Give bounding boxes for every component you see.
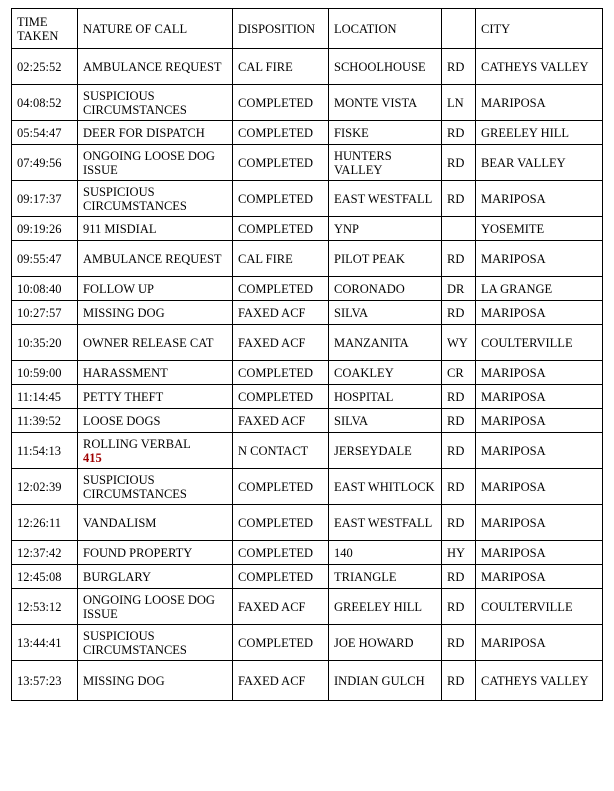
cell-suffix-text: RD bbox=[447, 516, 465, 530]
cell-disposition bbox=[233, 433, 329, 469]
cell-suffix-text: RD bbox=[447, 414, 465, 428]
cell-nature-text: MISSING DOG bbox=[83, 674, 165, 688]
cell-location-text: EAST WESTFALL bbox=[334, 192, 433, 206]
cell-suffix bbox=[442, 217, 476, 241]
cell-suffix bbox=[442, 625, 476, 661]
cell-nature bbox=[78, 301, 233, 325]
cell-city-text: COULTERVILLE bbox=[481, 336, 573, 350]
cell-disposition bbox=[233, 85, 329, 121]
cell-disposition bbox=[233, 121, 329, 145]
cell-disposition-text: N CONTACT bbox=[238, 444, 309, 458]
cell-time-text: 12:53:12 bbox=[17, 600, 62, 614]
header-location: LOCATION bbox=[329, 9, 442, 49]
table-row bbox=[12, 589, 603, 625]
cell-disposition bbox=[233, 409, 329, 433]
cell-nature bbox=[78, 565, 233, 589]
cell-time-text: 13:57:23 bbox=[17, 674, 62, 688]
cell-location-text: SCHOOLHOUSE bbox=[334, 60, 426, 74]
cell-suffix-text: LN bbox=[447, 96, 464, 110]
cell-location bbox=[329, 145, 442, 181]
cell-time bbox=[12, 145, 78, 181]
cell-city bbox=[476, 505, 603, 541]
table-row bbox=[12, 433, 603, 469]
cell-city-text: LA GRANGE bbox=[481, 282, 553, 296]
cell-city-text: GREELEY HILL bbox=[481, 126, 570, 140]
penal-code-label: 415 bbox=[83, 451, 102, 465]
cell-suffix bbox=[442, 469, 476, 505]
cell-disposition bbox=[233, 565, 329, 589]
cell-time-text: 02:25:52 bbox=[17, 60, 62, 74]
cell-disposition bbox=[233, 145, 329, 181]
header-city: CITY bbox=[476, 9, 603, 49]
cell-city bbox=[476, 217, 603, 241]
cell-time-text: 10:27:57 bbox=[17, 306, 62, 320]
cell-disposition bbox=[233, 541, 329, 565]
cell-disposition bbox=[233, 661, 329, 701]
cell-suffix-text: RD bbox=[447, 60, 465, 74]
table-row bbox=[12, 361, 603, 385]
cell-suffix-text: RD bbox=[447, 192, 465, 206]
cell-suffix-text: RD bbox=[447, 126, 465, 140]
cell-time bbox=[12, 505, 78, 541]
cell-time bbox=[12, 217, 78, 241]
cell-suffix-text: WY bbox=[447, 336, 468, 350]
cell-city-text: MARIPOSA bbox=[481, 444, 546, 458]
cell-city bbox=[476, 385, 603, 409]
table-row bbox=[12, 241, 603, 277]
cell-disposition bbox=[233, 325, 329, 361]
cell-time bbox=[12, 181, 78, 217]
cell-city-text: MARIPOSA bbox=[481, 306, 546, 320]
table-row bbox=[12, 301, 603, 325]
cell-disposition-text: FAXED ACF bbox=[238, 414, 306, 428]
cell-disposition bbox=[233, 301, 329, 325]
cell-nature-text: AMBULANCE REQUEST bbox=[83, 252, 222, 266]
cell-location-text: JERSEYDALE bbox=[334, 444, 412, 458]
cell-location bbox=[329, 661, 442, 701]
cell-location-text: 140 bbox=[334, 546, 353, 560]
cell-location-text: FISKE bbox=[334, 126, 369, 140]
header-disposition: DISPOSITION bbox=[233, 9, 329, 49]
cell-disposition-text: COMPLETED bbox=[238, 192, 313, 206]
table-row bbox=[12, 145, 603, 181]
cell-city bbox=[476, 361, 603, 385]
cell-suffix bbox=[442, 541, 476, 565]
cell-suffix-text: DR bbox=[447, 282, 465, 296]
cell-city-text: BEAR VALLEY bbox=[481, 156, 566, 170]
cell-city-text: MARIPOSA bbox=[481, 546, 546, 560]
cell-nature-text: OWNER RELEASE CAT bbox=[83, 336, 214, 350]
cell-suffix-text: RD bbox=[447, 252, 465, 266]
cell-city bbox=[476, 541, 603, 565]
cell-time-text: 12:45:08 bbox=[17, 570, 62, 584]
cell-suffix-text: RD bbox=[447, 600, 465, 614]
cell-nature bbox=[78, 277, 233, 301]
table-row bbox=[12, 469, 603, 505]
cell-location-text: GREELEY HILL bbox=[334, 600, 423, 614]
cell-location bbox=[329, 49, 442, 85]
cell-time bbox=[12, 301, 78, 325]
cell-suffix bbox=[442, 85, 476, 121]
cell-city-text: CATHEYS VALLEY bbox=[481, 60, 589, 74]
cell-location bbox=[329, 505, 442, 541]
cell-city bbox=[476, 565, 603, 589]
cell-city bbox=[476, 85, 603, 121]
cell-disposition bbox=[233, 625, 329, 661]
cell-suffix-text: RD bbox=[447, 480, 465, 494]
cell-suffix bbox=[442, 589, 476, 625]
cell-suffix bbox=[442, 301, 476, 325]
cell-location bbox=[329, 625, 442, 661]
cell-location bbox=[329, 385, 442, 409]
cell-disposition-text: FAXED ACF bbox=[238, 336, 306, 350]
cell-city-text: YOSEMITE bbox=[481, 222, 545, 236]
table-row bbox=[12, 541, 603, 565]
cell-nature bbox=[78, 325, 233, 361]
cell-location-text: HOSPITAL bbox=[334, 390, 394, 404]
cell-suffix bbox=[442, 409, 476, 433]
cell-disposition-text: FAXED ACF bbox=[238, 306, 306, 320]
table-row bbox=[12, 121, 603, 145]
cell-nature-text: MISSING DOG bbox=[83, 306, 165, 320]
cell-location bbox=[329, 565, 442, 589]
cell-time-text: 11:39:52 bbox=[17, 414, 61, 428]
cell-city-text: MARIPOSA bbox=[481, 480, 546, 494]
cell-disposition-text: COMPLETED bbox=[238, 96, 313, 110]
cell-city bbox=[476, 181, 603, 217]
cell-suffix bbox=[442, 241, 476, 277]
cell-city bbox=[476, 433, 603, 469]
cell-disposition-text: COMPLETED bbox=[238, 390, 313, 404]
cell-time bbox=[12, 661, 78, 701]
cell-nature-text: PETTY THEFT bbox=[83, 390, 164, 404]
cell-nature bbox=[78, 433, 233, 469]
cell-nature bbox=[78, 121, 233, 145]
cell-city bbox=[476, 277, 603, 301]
cell-disposition-text: COMPLETED bbox=[238, 366, 313, 380]
cell-nature bbox=[78, 217, 233, 241]
cell-city bbox=[476, 301, 603, 325]
cell-nature bbox=[78, 469, 233, 505]
cell-city-text: CATHEYS VALLEY bbox=[481, 674, 589, 688]
cell-nature bbox=[78, 505, 233, 541]
cell-location bbox=[329, 541, 442, 565]
cell-nature bbox=[78, 385, 233, 409]
cell-disposition bbox=[233, 241, 329, 277]
cell-disposition-text: COMPLETED bbox=[238, 222, 313, 236]
cell-location bbox=[329, 181, 442, 217]
cell-nature-text: 911 MISDIAL bbox=[83, 222, 157, 236]
cell-city bbox=[476, 49, 603, 85]
table-row bbox=[12, 217, 603, 241]
cell-time bbox=[12, 277, 78, 301]
cell-disposition-text: COMPLETED bbox=[238, 546, 313, 560]
table-row bbox=[12, 565, 603, 589]
cell-suffix bbox=[442, 385, 476, 409]
cell-nature bbox=[78, 541, 233, 565]
header-row bbox=[12, 9, 603, 49]
cell-nature-text: ONGOING LOOSE DOG ISSUE bbox=[83, 593, 215, 621]
cell-city-text: MARIPOSA bbox=[481, 516, 546, 530]
cell-nature bbox=[78, 145, 233, 181]
cell-city-text: MARIPOSA bbox=[481, 570, 546, 584]
cell-city bbox=[476, 241, 603, 277]
cell-city-text: COULTERVILLE bbox=[481, 600, 573, 614]
cell-time-text: 11:14:45 bbox=[17, 390, 61, 404]
cell-location-text: SILVA bbox=[334, 414, 369, 428]
cell-location bbox=[329, 301, 442, 325]
cell-location bbox=[329, 277, 442, 301]
cell-time-text: 09:19:26 bbox=[17, 222, 62, 236]
cell-nature bbox=[78, 661, 233, 701]
cell-city bbox=[476, 325, 603, 361]
cell-location bbox=[329, 433, 442, 469]
cell-location-text: COAKLEY bbox=[334, 366, 394, 380]
cell-nature bbox=[78, 361, 233, 385]
table-row bbox=[12, 409, 603, 433]
cell-suffix bbox=[442, 145, 476, 181]
cell-disposition-text: COMPLETED bbox=[238, 126, 313, 140]
cell-time-text: 10:59:00 bbox=[17, 366, 62, 380]
cell-city bbox=[476, 469, 603, 505]
cell-location bbox=[329, 469, 442, 505]
cell-disposition bbox=[233, 217, 329, 241]
cell-time-text: 13:44:41 bbox=[17, 636, 62, 650]
cell-location-text: TRIANGLE bbox=[334, 570, 397, 584]
cell-location bbox=[329, 121, 442, 145]
cell-suffix bbox=[442, 433, 476, 469]
cell-location-text: CORONADO bbox=[334, 282, 405, 296]
table-row bbox=[12, 385, 603, 409]
cell-location bbox=[329, 589, 442, 625]
cell-disposition-text: CAL FIRE bbox=[238, 252, 293, 266]
cell-city-text: MARIPOSA bbox=[481, 96, 546, 110]
table-row bbox=[12, 325, 603, 361]
cell-nature bbox=[78, 625, 233, 661]
cell-time bbox=[12, 325, 78, 361]
cell-disposition bbox=[233, 49, 329, 85]
cell-location-text: EAST WHITLOCK bbox=[334, 480, 435, 494]
cell-suffix-text: RD bbox=[447, 390, 465, 404]
cell-suffix bbox=[442, 181, 476, 217]
cell-nature-text: SUSPICIOUS CIRCUMSTANCES bbox=[83, 89, 187, 117]
table-row bbox=[12, 661, 603, 701]
cell-city bbox=[476, 661, 603, 701]
cell-nature-text: ONGOING LOOSE DOG ISSUE bbox=[83, 149, 215, 177]
cell-nature-text: HARASSMENT bbox=[83, 366, 168, 380]
cell-suffix bbox=[442, 361, 476, 385]
cell-location-text: PILOT PEAK bbox=[334, 252, 405, 266]
cell-suffix-text: RD bbox=[447, 444, 465, 458]
cell-time-text: 05:54:47 bbox=[17, 126, 62, 140]
cell-time-text: 10:35:20 bbox=[17, 336, 62, 350]
cell-time-text: 04:08:52 bbox=[17, 96, 62, 110]
cell-suffix bbox=[442, 505, 476, 541]
cell-nature bbox=[78, 49, 233, 85]
cell-nature-text: SUSPICIOUS CIRCUMSTANCES bbox=[83, 473, 187, 501]
call-log-body bbox=[12, 49, 603, 701]
cell-location bbox=[329, 85, 442, 121]
cell-nature-text: FOUND PROPERTY bbox=[83, 546, 193, 560]
cell-suffix-text: CR bbox=[447, 366, 464, 380]
cell-suffix-text: HY bbox=[447, 546, 466, 560]
cell-nature-text: LOOSE DOGS bbox=[83, 414, 161, 428]
cell-suffix-text: RD bbox=[447, 156, 465, 170]
cell-suffix bbox=[442, 49, 476, 85]
cell-disposition-text: COMPLETED bbox=[238, 636, 313, 650]
cell-city bbox=[476, 625, 603, 661]
cell-disposition bbox=[233, 361, 329, 385]
cell-city-text: MARIPOSA bbox=[481, 252, 546, 266]
cell-nature bbox=[78, 241, 233, 277]
cell-nature-text: AMBULANCE REQUEST bbox=[83, 60, 222, 74]
cell-time bbox=[12, 565, 78, 589]
cell-disposition-text: CAL FIRE bbox=[238, 60, 293, 74]
cell-disposition-text: COMPLETED bbox=[238, 282, 313, 296]
cell-nature bbox=[78, 85, 233, 121]
cell-nature-text: SUSPICIOUS CIRCUMSTANCES bbox=[83, 629, 187, 657]
cell-city-text: MARIPOSA bbox=[481, 636, 546, 650]
cell-location-text: JOE HOWARD bbox=[334, 636, 414, 650]
cell-city bbox=[476, 145, 603, 181]
cell-time bbox=[12, 241, 78, 277]
cell-time bbox=[12, 85, 78, 121]
cell-nature-text: ROLLING VERBAL bbox=[83, 437, 191, 451]
cell-time bbox=[12, 49, 78, 85]
cell-nature-text: FOLLOW UP bbox=[83, 282, 154, 296]
cell-suffix bbox=[442, 277, 476, 301]
cell-nature-text: VANDALISM bbox=[83, 516, 157, 530]
cell-suffix bbox=[442, 565, 476, 589]
cell-suffix-text: RD bbox=[447, 636, 465, 650]
cell-nature-text: BURGLARY bbox=[83, 570, 152, 584]
cell-disposition bbox=[233, 181, 329, 217]
cell-location-text: INDIAN GULCH bbox=[334, 674, 425, 688]
cell-nature bbox=[78, 409, 233, 433]
cell-city bbox=[476, 409, 603, 433]
cell-time-text: 07:49:56 bbox=[17, 156, 62, 170]
table-row bbox=[12, 277, 603, 301]
cell-city-text: MARIPOSA bbox=[481, 366, 546, 380]
cell-suffix bbox=[442, 121, 476, 145]
cell-suffix-text: RD bbox=[447, 674, 465, 688]
cell-suffix bbox=[442, 325, 476, 361]
table-row bbox=[12, 49, 603, 85]
cell-time bbox=[12, 433, 78, 469]
cell-disposition-text: FAXED ACF bbox=[238, 600, 306, 614]
cell-disposition bbox=[233, 385, 329, 409]
cell-city-text: MARIPOSA bbox=[481, 390, 546, 404]
cell-location-text: MONTE VISTA bbox=[334, 96, 418, 110]
cell-suffix bbox=[442, 661, 476, 701]
cell-suffix-text: RD bbox=[447, 306, 465, 320]
cell-location-text: SILVA bbox=[334, 306, 369, 320]
cell-city bbox=[476, 589, 603, 625]
cell-time bbox=[12, 469, 78, 505]
cell-disposition bbox=[233, 277, 329, 301]
cell-time bbox=[12, 589, 78, 625]
cell-nature bbox=[78, 589, 233, 625]
cell-location-text: YNP bbox=[334, 222, 360, 236]
cell-city-text: MARIPOSA bbox=[481, 192, 546, 206]
header-time-taken: TIME TAKEN bbox=[12, 9, 78, 49]
cell-location-text: EAST WESTFALL bbox=[334, 516, 433, 530]
header-nature-of-call: NATURE OF CALL bbox=[78, 9, 233, 49]
table-row bbox=[12, 505, 603, 541]
table-row bbox=[12, 625, 603, 661]
cell-time-text: 09:17:37 bbox=[17, 192, 62, 206]
cell-disposition-text: COMPLETED bbox=[238, 480, 313, 494]
cell-location bbox=[329, 409, 442, 433]
cell-time bbox=[12, 385, 78, 409]
cell-disposition bbox=[233, 589, 329, 625]
cell-time bbox=[12, 361, 78, 385]
cell-location bbox=[329, 325, 442, 361]
header-suffix bbox=[442, 9, 476, 49]
cell-time bbox=[12, 409, 78, 433]
cell-disposition bbox=[233, 505, 329, 541]
cell-nature-text: SUSPICIOUS CIRCUMSTANCES bbox=[83, 185, 187, 213]
cell-disposition-text: FAXED ACF bbox=[238, 674, 306, 688]
cell-time-text: 11:54:13 bbox=[17, 444, 61, 458]
cell-disposition-text: COMPLETED bbox=[238, 570, 313, 584]
table-row bbox=[12, 181, 603, 217]
cell-disposition-text: COMPLETED bbox=[238, 516, 313, 530]
cell-city bbox=[476, 121, 603, 145]
cell-time-text: 12:37:42 bbox=[17, 546, 62, 560]
cell-time-text: 10:08:40 bbox=[17, 282, 62, 296]
cell-location bbox=[329, 241, 442, 277]
cell-location-text: MANZANITA bbox=[334, 336, 409, 350]
cell-nature-text: DEER FOR DISPATCH bbox=[83, 126, 205, 140]
cell-suffix-text: RD bbox=[447, 570, 465, 584]
call-log-table bbox=[11, 8, 603, 701]
cell-time-text: 12:26:11 bbox=[17, 516, 61, 530]
cell-location bbox=[329, 217, 442, 241]
cell-nature bbox=[78, 181, 233, 217]
cell-city-text: MARIPOSA bbox=[481, 414, 546, 428]
cell-disposition bbox=[233, 469, 329, 505]
cell-time-text: 12:02:39 bbox=[17, 480, 62, 494]
cell-time bbox=[12, 541, 78, 565]
cell-disposition-text: COMPLETED bbox=[238, 156, 313, 170]
table-row bbox=[12, 85, 603, 121]
cell-time bbox=[12, 121, 78, 145]
cell-location bbox=[329, 361, 442, 385]
cell-time-text: 09:55:47 bbox=[17, 252, 62, 266]
cell-time bbox=[12, 625, 78, 661]
cell-location-text: HUNTERS VALLEY bbox=[334, 149, 392, 177]
